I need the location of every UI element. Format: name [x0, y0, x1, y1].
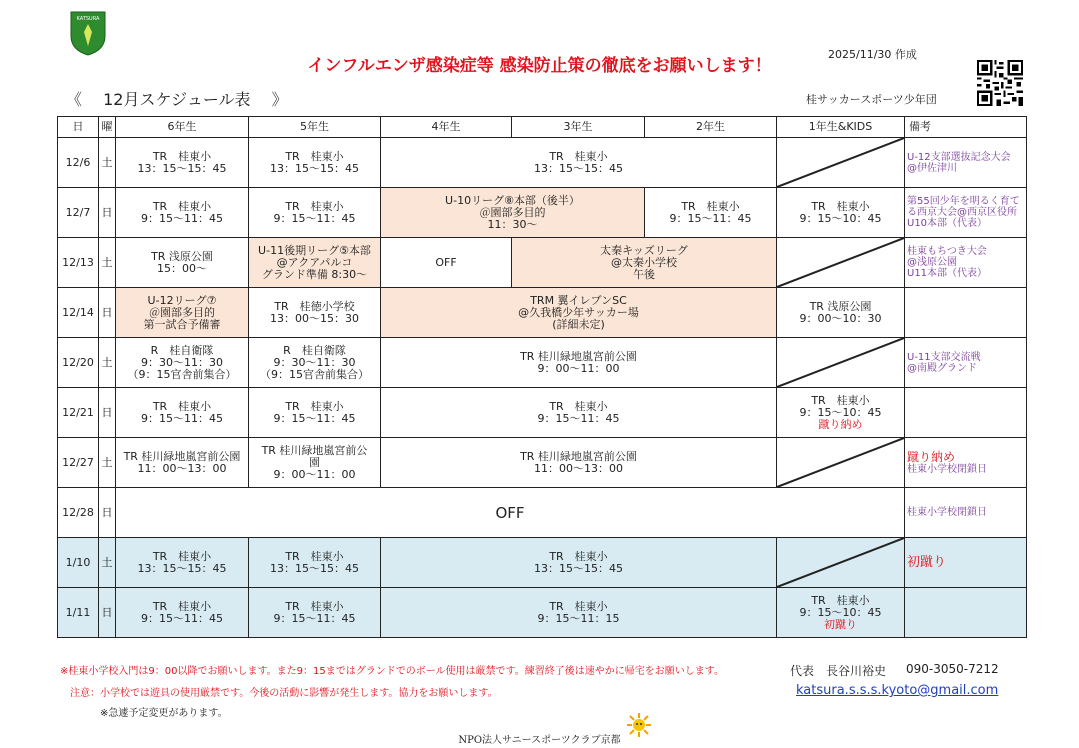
- email-link[interactable]: katsura.s.s.s.kyoto@gmail.com: [796, 683, 999, 698]
- grade5-cell: R 桂自衛隊 9：30～11：30 （9：15官舎前集合）: [249, 338, 381, 388]
- grade5-cell: TR 桂東小 9：15～11：45: [249, 188, 381, 238]
- schedule-row: [58, 588, 1027, 638]
- grade5-cell: TR 桂川緑地嵐宮前公 園 9：00～11：00: [249, 438, 381, 488]
- date-cell: 12/28: [58, 488, 99, 538]
- date-cell: 1/10: [58, 538, 99, 588]
- note-cell: [905, 388, 1027, 438]
- date-cell: 12/6: [58, 138, 99, 188]
- schedule-row: [58, 238, 1027, 288]
- dow-cell: 土: [99, 238, 116, 288]
- grade4-3-2-cell: TR 桂川緑地嵐宮前公園 11：00～13：00: [381, 438, 777, 488]
- note-cell: 第55回少年を明るく育てる西京大会@西京区役所 U10本部（代表）: [905, 188, 1027, 238]
- phone-number: 090-3050-7212: [906, 662, 999, 676]
- grade4-3-2-cell: TR 桂東小 9：15～11：15: [381, 588, 777, 638]
- schedule-row: [58, 338, 1027, 388]
- dow-cell: 日: [99, 288, 116, 338]
- dow-cell: 日: [99, 188, 116, 238]
- grade6-cell: TR 桂東小 13：15～15：45: [116, 538, 249, 588]
- col-header-grade5: 5年生: [249, 117, 381, 138]
- club-logo: [69, 10, 107, 56]
- grade1-empty-cell: [777, 338, 905, 388]
- footer-notice-3: ※急遽予定変更があります。: [100, 708, 228, 719]
- warning-banner: インフルエンザ感染症等 感染防止策の徹底をお願いします！: [307, 56, 772, 76]
- grade1-empty-cell: [777, 438, 905, 488]
- schedule-row: [58, 288, 1027, 338]
- club-name: 桂サッカースポーツ少年団: [806, 93, 937, 106]
- grade1-empty-cell: [777, 538, 905, 588]
- schedule-table: [57, 116, 1027, 638]
- note-cell: 初蹴り: [905, 538, 1027, 588]
- grade6-cell: TR 桂川緑地嵐宮前公園 11：00～13：00: [116, 438, 249, 488]
- schedule-row: [58, 538, 1027, 588]
- date-cell: 12/7: [58, 188, 99, 238]
- grade1-cell: TR 桂東小 9：15～10：45 蹴り納め: [777, 388, 905, 438]
- note-cell: [905, 288, 1027, 338]
- col-header-grade6: 6年生: [116, 117, 249, 138]
- date-cell: 1/11: [58, 588, 99, 638]
- grade6-cell: TR 浅原公園 15：00～: [116, 238, 249, 288]
- title-close-bracket: 》: [271, 90, 288, 109]
- grade4-cell: OFF: [381, 238, 512, 288]
- dow-cell: 土: [99, 138, 116, 188]
- grade1-empty-cell: [777, 138, 905, 188]
- grade1-cell: TR 桂東小 9：15～10：45: [777, 188, 905, 238]
- date-cell: 12/13: [58, 238, 99, 288]
- dow-cell: 日: [99, 388, 116, 438]
- grade4-3-cell: U-10リーグ⑧本部（後半） ＠園部多目的 11：30～: [381, 188, 645, 238]
- grade5-cell: TR 桂東小 13：15～15：45: [249, 138, 381, 188]
- grade5-cell: TR 桂東小 9：15～11：45: [249, 588, 381, 638]
- date-cell: 12/14: [58, 288, 99, 338]
- header-row: [58, 117, 1027, 138]
- note-cell: 蹴り納め 桂東小学校閉鎖日: [905, 438, 1027, 488]
- note-cell: 桂東小学校閉鎖日: [905, 488, 1027, 538]
- grade6-cell: R 桂自衛隊 9：30～11：30 （9：15官舎前集合）: [116, 338, 249, 388]
- dow-cell: 日: [99, 588, 116, 638]
- grade5-cell: TR 桂東小 9：15～11：45: [249, 388, 381, 438]
- grade5-cell: TR 桂徳小学校 13：00～15：30: [249, 288, 381, 338]
- col-header-notes: 備考: [905, 117, 1027, 138]
- grade1-cell: TR 桂東小 9：15～10：45 初蹴り: [777, 588, 905, 638]
- col-header-grade2: 2年生: [645, 117, 777, 138]
- dow-cell: 日: [99, 488, 116, 538]
- npo-name: NPO法人サニースポーツクラブ京都: [458, 735, 621, 746]
- grade3-2-cell: 太秦キッズリーグ @太秦小学校 午後: [512, 238, 777, 288]
- schedule-row: [58, 438, 1027, 488]
- title-open-bracket: 《: [66, 90, 83, 109]
- grade5-cell: U-11後期リーグ⑤本部 @アクアパルコ グランド準備 8:30～: [249, 238, 381, 288]
- col-header-dow: 曜: [99, 117, 116, 138]
- grade5-cell: TR 桂東小 13：15～15：45: [249, 538, 381, 588]
- col-header-grade4: 4年生: [381, 117, 512, 138]
- grade4-3-2-cell: TR 桂川緑地嵐宮前公園 9：00～11：00: [381, 338, 777, 388]
- schedule-row: [58, 388, 1027, 438]
- grade2-cell: TR 桂東小 9：15～11：45: [645, 188, 777, 238]
- dow-cell: 土: [99, 338, 116, 388]
- title-text: 12月スケジュール表: [103, 90, 251, 109]
- svg-text:KATSURA: KATSURA: [76, 16, 100, 22]
- grade4-3-2-cell: TR 桂東小 13：15～15：45: [381, 538, 777, 588]
- grade6-cell: U-12リーグ⑦ ＠園部多目的 第一試合予備審: [116, 288, 249, 338]
- col-header-grade3: 3年生: [512, 117, 645, 138]
- schedule-row: [58, 188, 1027, 238]
- note-cell: [905, 588, 1027, 638]
- representative: 代表 長谷川裕史: [790, 664, 887, 678]
- footer-notice-2: 注意：小学校では遊具の使用厳禁です。今後の活動に影響が発生します。協力をお願いします。: [70, 688, 498, 699]
- col-header-date: 日: [58, 117, 99, 138]
- created-date: 2025/11/30 作成: [828, 48, 917, 61]
- grade1-cell: TR 浅原公園 9：00～10：30: [777, 288, 905, 338]
- grade1-empty-cell: [777, 238, 905, 288]
- date-cell: 12/20: [58, 338, 99, 388]
- schedule-title: [66, 87, 288, 110]
- qr-code-icon: [977, 60, 1023, 106]
- note-cell: U-12支部選抜記念大会 @伊佐津川: [905, 138, 1027, 188]
- footer-notice-1: ※桂東小学校入門は9：00以降でお願いします。また9：15まではグランドでのボール使用は厳禁です。練習終了後は速やかに帰宅をお願いします。: [60, 666, 724, 677]
- grade4-3-2-cell: TRM 翼イレブンSC @久我橋少年サッカー場 (詳細未定): [381, 288, 777, 338]
- grade6-cell: TR 桂東小 9：15～11：45: [116, 188, 249, 238]
- col-header-grade1-kids: 1年生&KIDS: [777, 117, 905, 138]
- grade4-3-2-cell: TR 桂東小 9：15～11：45: [381, 388, 777, 438]
- dow-cell: 土: [99, 438, 116, 488]
- grade6-cell: TR 桂東小 9：15～11：45: [116, 388, 249, 438]
- grade6-cell: TR 桂東小 9：15～11：45: [116, 588, 249, 638]
- grade6-cell: TR 桂東小 13：15～15：45: [116, 138, 249, 188]
- all-grades-cell: OFF: [116, 488, 905, 538]
- dow-cell: 土: [99, 538, 116, 588]
- note-cell: 桂東もちつき大会 @浅原公園 U11本部（代表）: [905, 238, 1027, 288]
- schedule-row: [58, 488, 1027, 538]
- note-cell: U-11支部交流戦 @南殿グランド: [905, 338, 1027, 388]
- date-cell: 12/21: [58, 388, 99, 438]
- grade4-3-2-cell: TR 桂東小 13：15～15：45: [381, 138, 777, 188]
- date-cell: 12/27: [58, 438, 99, 488]
- schedule-row: [58, 138, 1027, 188]
